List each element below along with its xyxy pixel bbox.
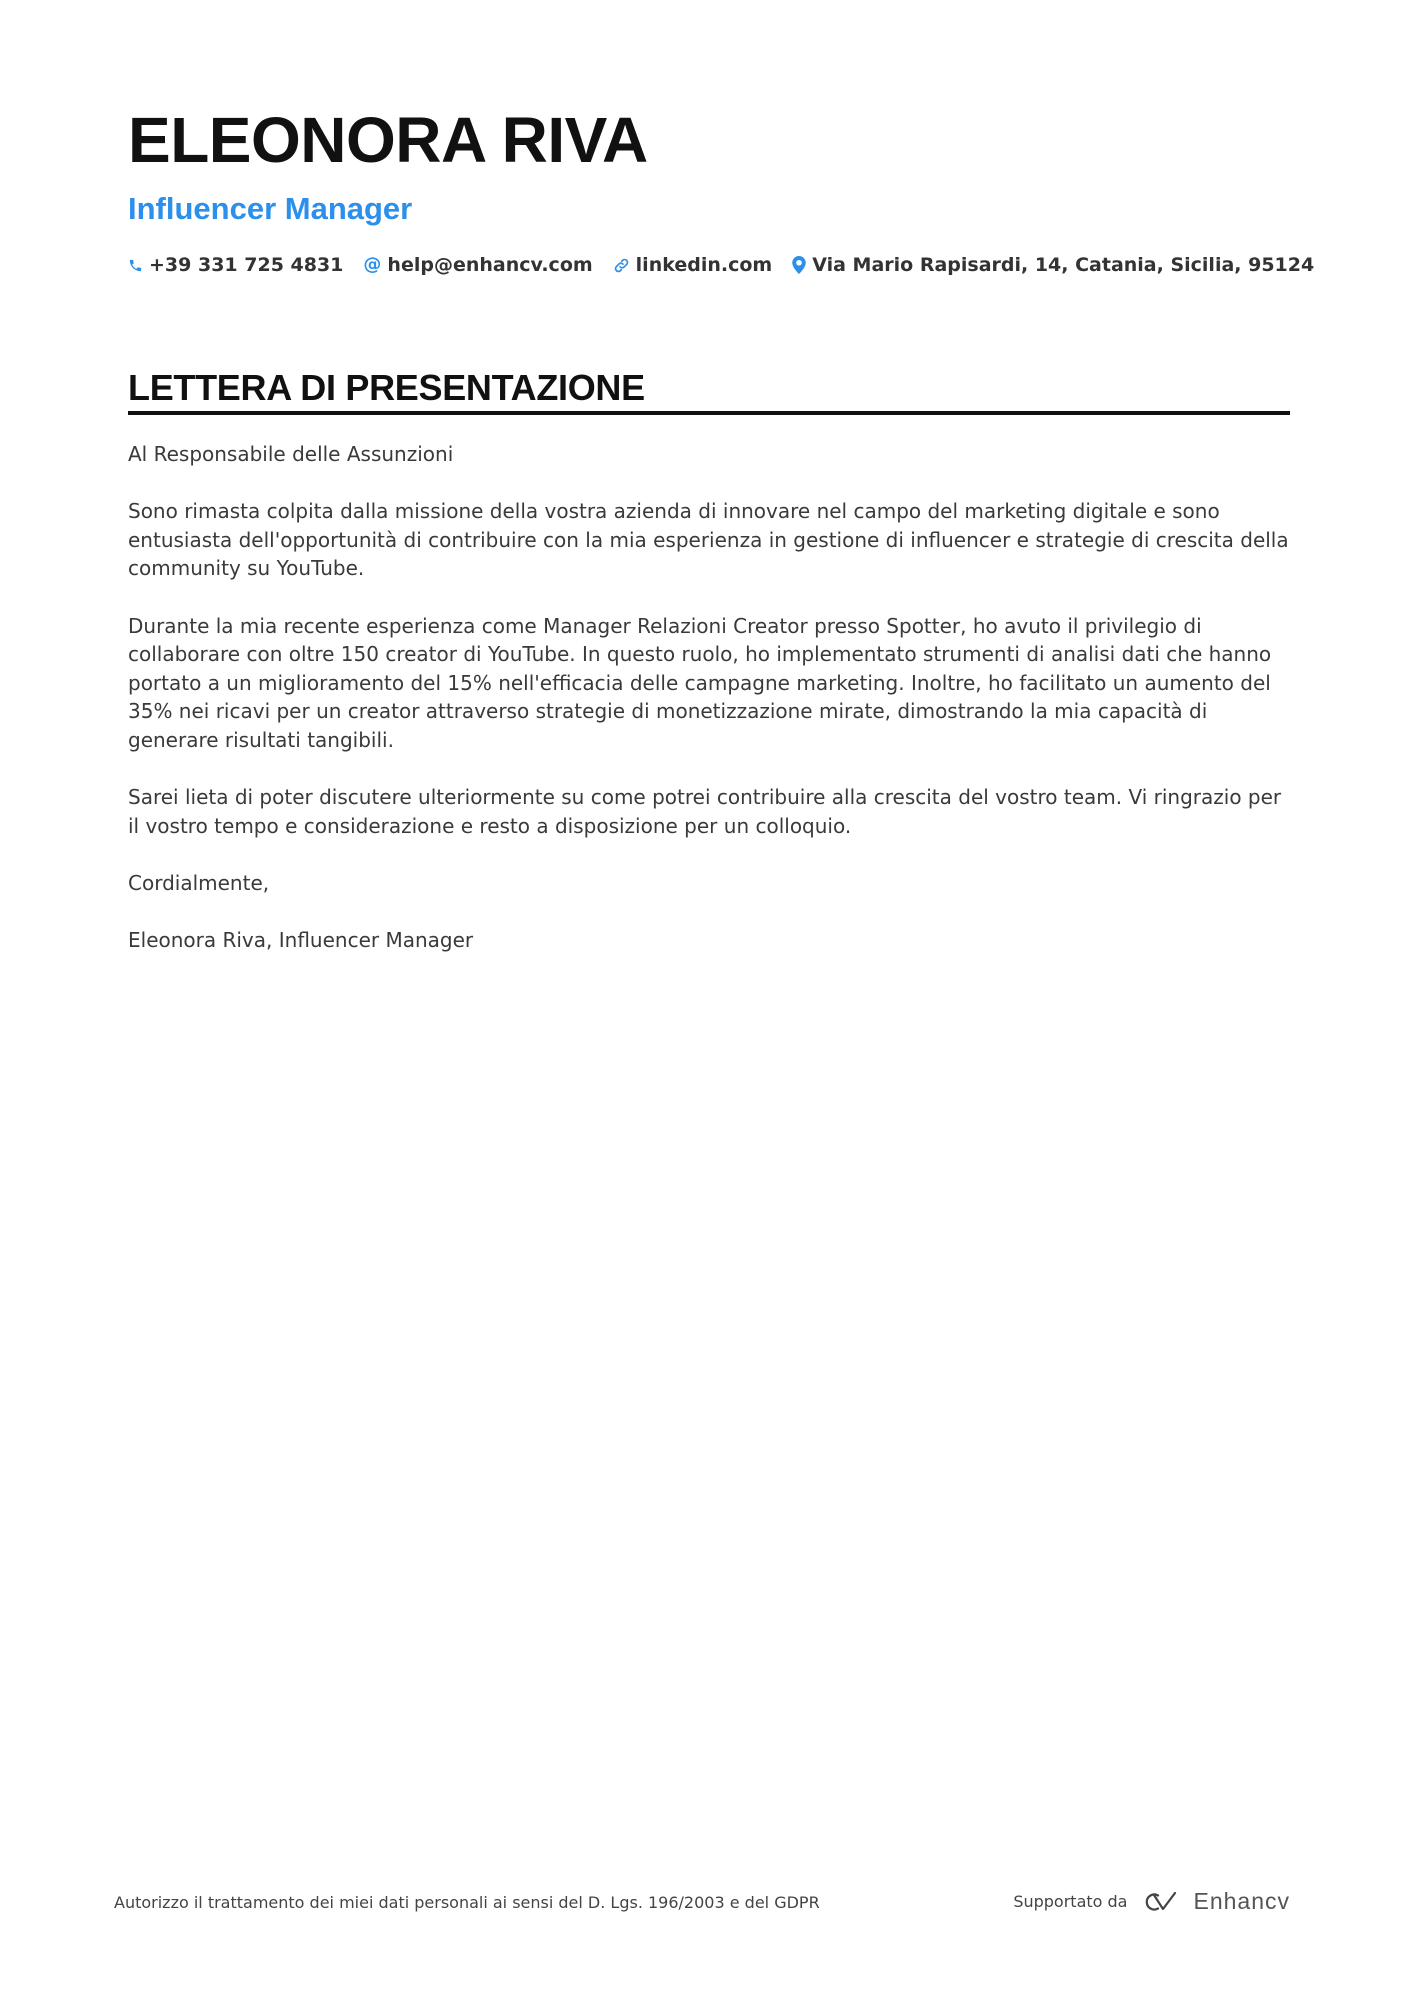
enhancv-logo-icon bbox=[1137, 1889, 1183, 1915]
contact-address bbox=[792, 254, 1314, 276]
privacy-consent-note: Autorizzo il trattamento dei miei dati personali ai sensi del D. Lgs. 196/2003 e del GDPR bbox=[114, 1893, 820, 1912]
at-icon: @ bbox=[363, 254, 382, 275]
linkedin-text: linkedin.com bbox=[635, 254, 773, 276]
candidate-title: Influencer Manager bbox=[128, 191, 413, 226]
address-text: Via Mario Rapisardi, 14, Catania, Sicilia, 95124 bbox=[812, 254, 1315, 276]
closing: Cordialmente, bbox=[128, 870, 270, 895]
salutation: Al Responsabile delle Assunzioni bbox=[128, 442, 454, 466]
phone-icon bbox=[128, 258, 143, 273]
contact-linkedin[interactable] bbox=[613, 254, 773, 276]
link-icon bbox=[613, 257, 630, 274]
contact-bar bbox=[128, 254, 1314, 276]
letter-paragraph: Sarei lieta di poter discutere ulteriormente su come potrei contribuire alla crescita del vostro team. Vi ringrazio per il vostro tempo e considerazione e resto a disposizione per un colloquio. bbox=[128, 785, 1282, 838]
section-divider bbox=[128, 411, 1290, 415]
letter-paragraph: Sono rimasta colpita dalla missione della vostra azienda di innovare nel campo del marketing digitale e sono entusiasta dell'opportunità di contribuire con la mia esperienza in gestione di influencer e strategie di crescita della community su YouTube. bbox=[128, 499, 1289, 581]
location-pin-icon bbox=[792, 256, 806, 274]
letter-body bbox=[128, 440, 1294, 983]
powered-by[interactable] bbox=[1013, 1888, 1290, 1915]
phone-text: +39 331 725 4831 bbox=[149, 254, 344, 276]
signature: Eleonora Riva, Influencer Manager bbox=[128, 928, 474, 953]
brand-name: Enhancv bbox=[1193, 1888, 1290, 1914]
contact-email[interactable] bbox=[363, 254, 592, 276]
contact-phone[interactable] bbox=[128, 254, 343, 276]
candidate-name: ELEONORA RIVA bbox=[128, 104, 648, 176]
powered-by-label: Supportato da bbox=[1013, 1892, 1128, 1911]
email-text: help@enhancv.com bbox=[387, 254, 593, 276]
section-title: LETTERA DI PRESENTAZIONE bbox=[128, 367, 645, 408]
letter-paragraph: Durante la mia recente esperienza come Manager Relazioni Creator presso Spotter, ho avuto il privilegio di collaborare con oltre 150 creator di YouTube. In questo ruolo, ho implementato strumenti di analisi dati che hanno portato a un miglioramento del 15% nell'efficacia delle campagne marketing. Inoltre, ho facilitato un aumento del 35% nei ricavi per un creator attraverso strategie di monetizzazione mirate, dimostrando la mia capacità di generare risultati tangibili. bbox=[128, 613, 1272, 752]
